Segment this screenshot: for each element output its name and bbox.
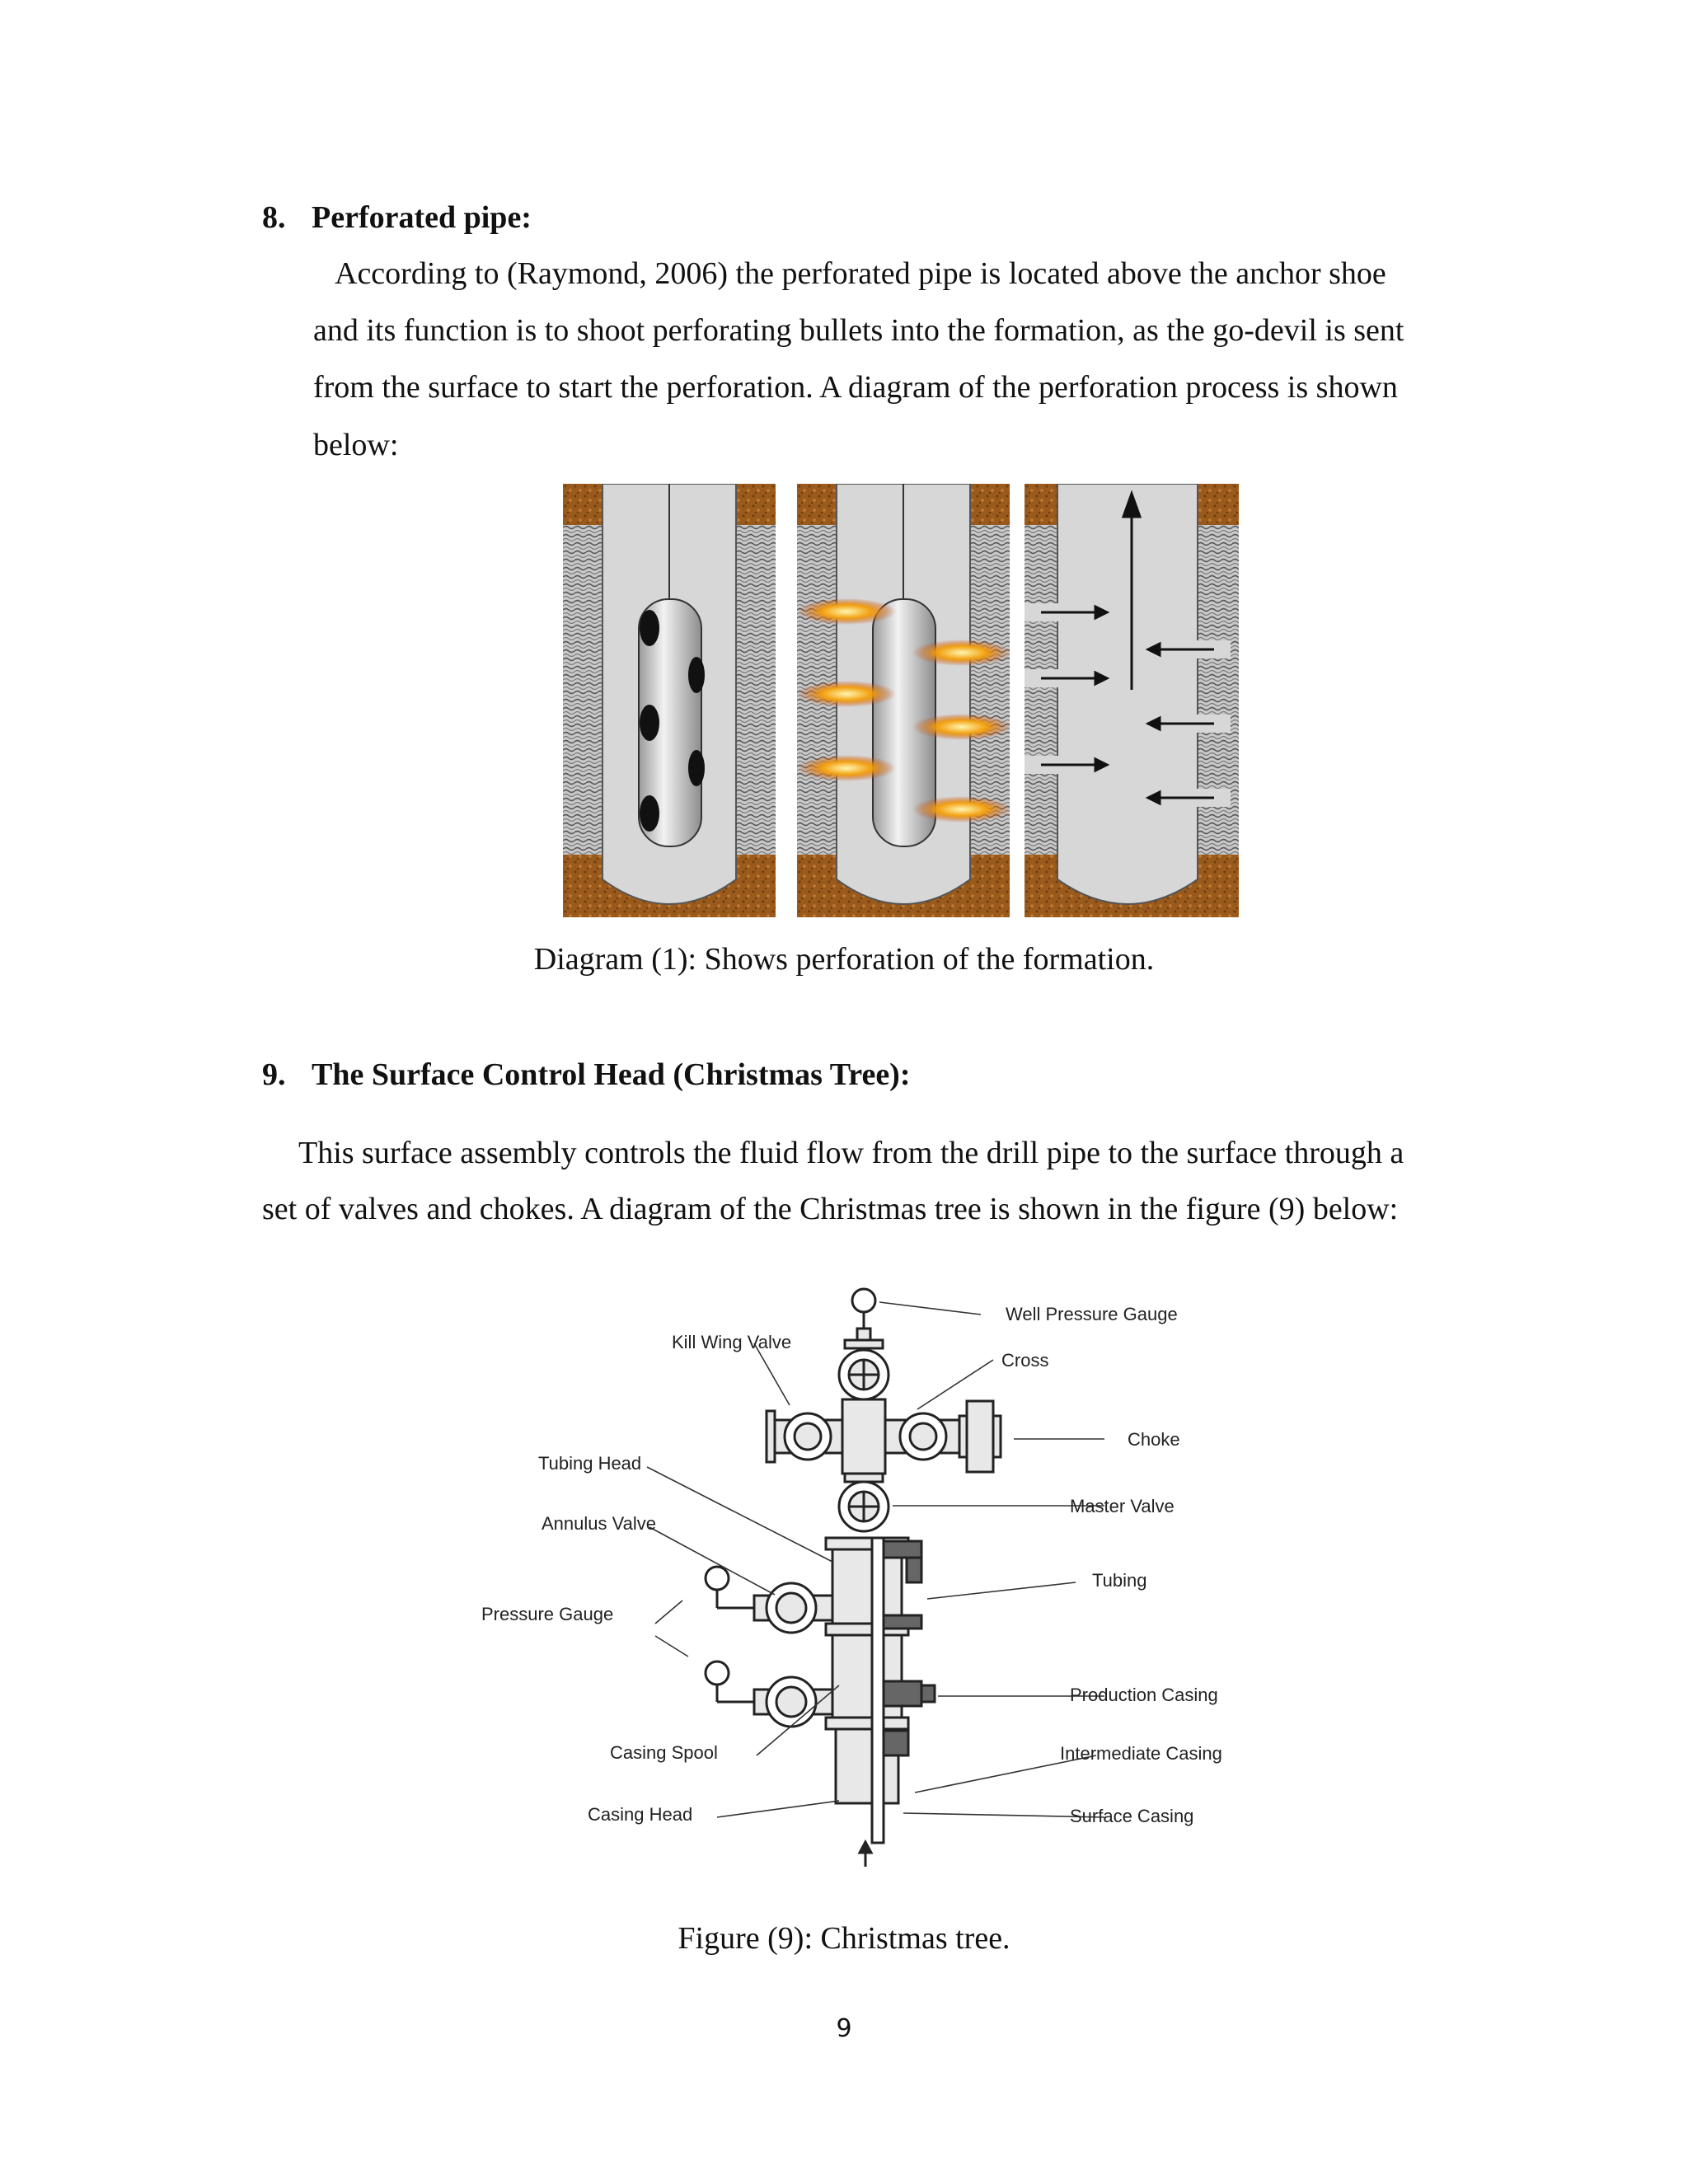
label-annulus-valve: Annulus Valve [542,1513,657,1534]
label-surface-casing: Surface Casing [1070,1806,1194,1826]
label-casing-head: Casing Head [588,1804,693,1825]
label-master-valve: Master Valve [1070,1496,1175,1516]
section-9-line-1: This surface assembly controls the fluid flow from the drill pipe to the surface through a [298,1136,1404,1170]
figure-9-caption: Figure (9): Christmas tree. [678,1921,1010,1956]
diagram-1-caption: Diagram (1): Shows perforation of the formation. [533,942,1155,977]
label-pressure-gauge: Pressure Gauge [481,1604,614,1624]
section-8-number: 8. [262,200,286,235]
section-8-heading [262,198,532,237]
section-8-line-1: According to (Raymond, 2006) the perforated pipe is located above the anchor shoe [335,256,1386,291]
label-kill-wing-valve: Kill Wing Valve [672,1332,792,1352]
perforation-panel-2 [797,484,1011,917]
christmas-tree-figure [470,1269,1245,1871]
label-well-pressure-gauge: Well Pressure Gauge [1006,1304,1178,1324]
section-9-title: The Surface Control Head (Christmas Tree): [312,1057,911,1092]
perforation-diagram [563,484,1239,917]
section-9-heading [262,1055,911,1094]
section-9-number: 9. [262,1057,286,1092]
section-8-line-2: and its function is to shoot perforating bullets into the formation, as the go-devil is sent [313,313,1404,348]
section-8-line-4: below: [313,428,399,462]
section-8-line-3: from the surface to start the perforation. A diagram of the perforation process is shown [313,370,1398,405]
label-tubing: Tubing [1092,1570,1147,1591]
label-production-casing: Production Casing [1070,1685,1218,1705]
section-8-title: Perforated pipe: [312,200,532,235]
section-9-line-2: set of valves and chokes. A diagram of the Christmas tree is shown in the figure (9) below: [262,1192,1399,1226]
perforation-panel-1 [563,484,776,917]
label-tubing-head: Tubing Head [538,1453,642,1474]
page-number: 9 [836,2014,852,2043]
label-choke: Choke [1128,1429,1180,1450]
label-intermediate-casing: Intermediate Casing [1060,1743,1222,1764]
label-cross: Cross [1001,1350,1049,1371]
perforation-panel-3 [1025,484,1239,917]
label-casing-spool: Casing Spool [610,1742,718,1763]
